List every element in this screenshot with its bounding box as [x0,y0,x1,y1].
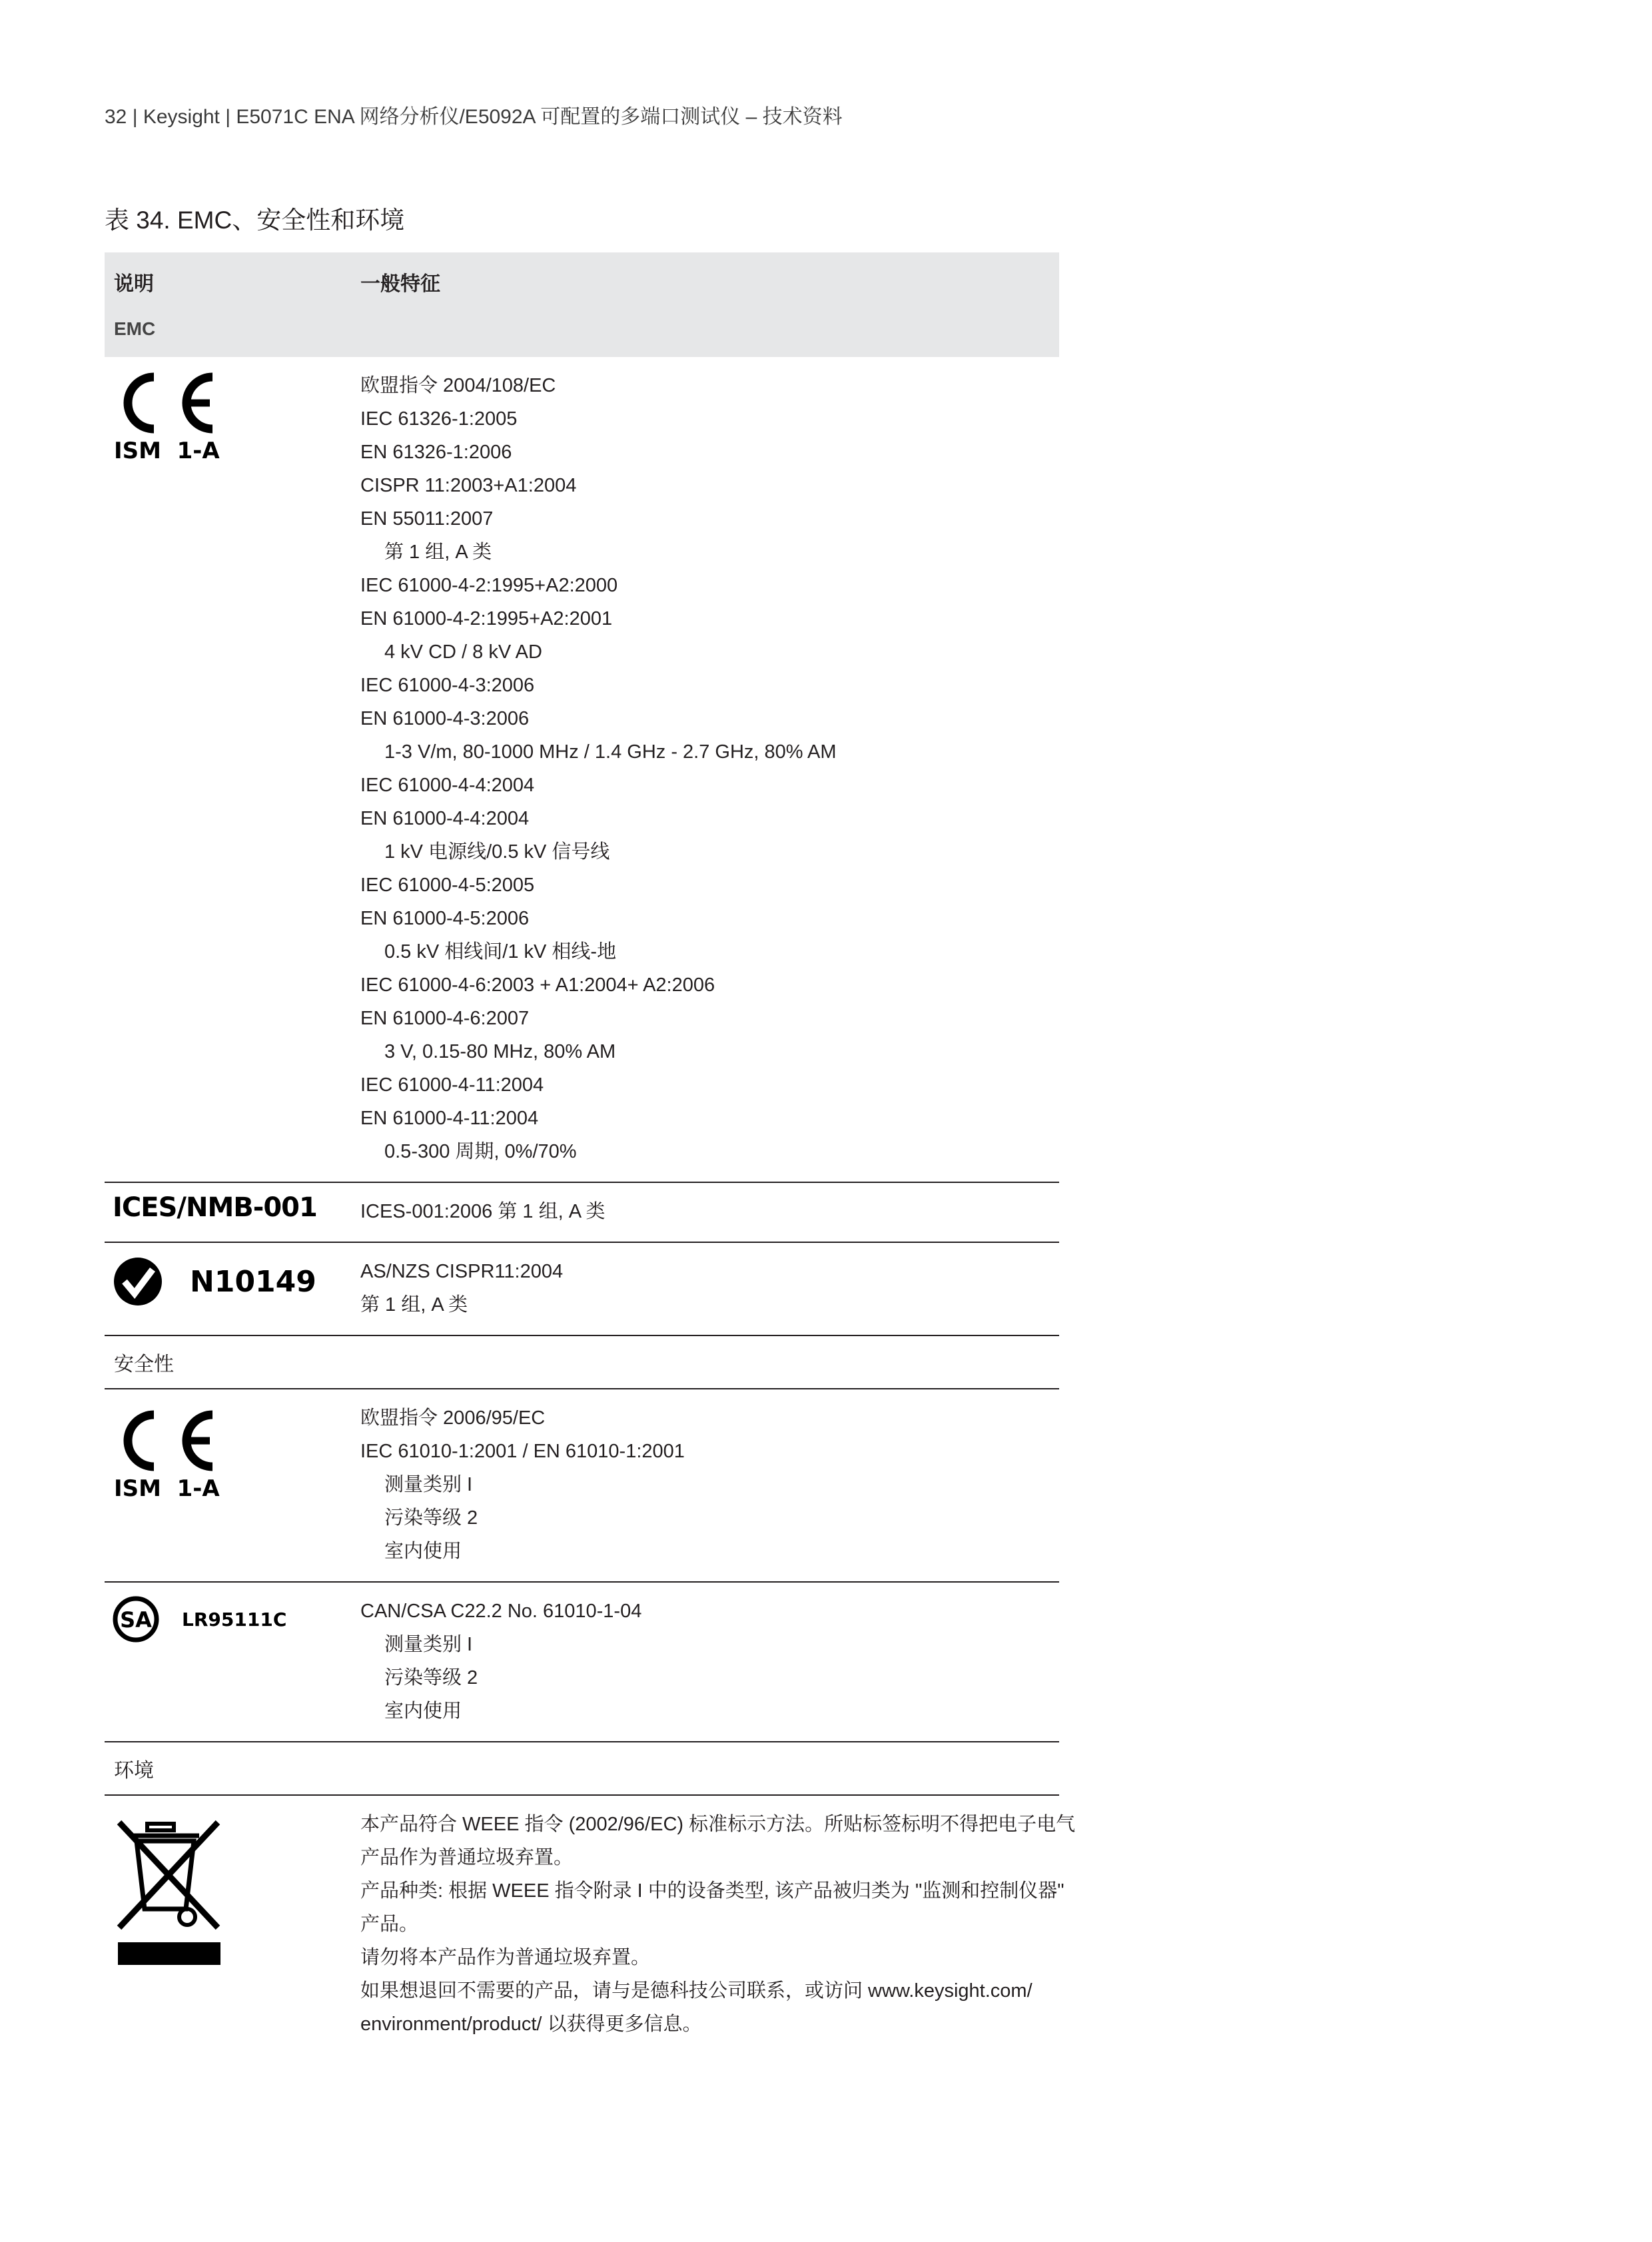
spec-line: CISPR 11:2003+A1:2004 [360,475,577,496]
spec-line: 3 V, 0.15-80 MHz, 80% AM [384,1041,616,1062]
characteristics-cell [351,1243,1059,1335]
spec-line: IEC 61000-4-4:2004 [360,775,535,796]
emc-section-label: EMC [114,318,156,339]
safety-section-label: 安全性 [114,1353,174,1375]
environment-section-label: 环境 [114,1760,154,1782]
spec-line: 欧盟指令 2006/95/EC [360,1407,546,1429]
spec-line: EN 61000-4-3:2006 [360,708,530,729]
section-row-safety [105,1336,1059,1389]
logo-cell [105,1389,351,1581]
ce-logo-text: ISM 1-A [114,438,220,464]
c-tick-icon [113,1256,163,1307]
characteristics-cell [351,1183,1059,1242]
logo-cell [105,1243,351,1335]
spec-line: EN 61000-4-11:2004 [360,1108,539,1129]
spec-line: EN 61000-4-2:1995+A2:2001 [360,608,613,629]
table-row [105,1796,1076,2054]
table-row [105,357,1059,1183]
spec-line: IEC 61000-4-6:2003 + A1:2004+ A2:2006 [360,974,715,996]
spec-line: 产品。 [360,1914,419,1935]
csa-mark-icon [113,1596,159,1643]
spec-line: 4 kV CD / 8 kV AD [384,641,542,663]
characteristics-cell [351,1389,1059,1581]
col-header-description: 说明 [114,273,154,295]
section-row-environment [105,1742,1059,1796]
table-title: 表 34. EMC、安全性和环境 [105,206,405,234]
spec-line: 欧盟指令 2004/108/EC [360,375,556,396]
spec-line: 产品种类: 根据 WEEE 指令附录 I 中的设备类型, 该产品被归类为 "监测和控制仪器" [360,1880,1064,1902]
ce-logo-text: ISM 1-A [114,1475,220,1502]
spec-line: 0.5 kV 相线间/1 kV 相线-地 [384,941,617,962]
spec-line: EN 55011:2007 [360,508,494,530]
spec-line: environment/product/ 以获得更多信息。 [360,2014,702,2035]
table-header [105,252,1059,357]
spec-table [105,252,1076,2054]
table-row [105,1183,1059,1243]
spec-line: 产品作为普通垃圾弃置。 [360,1847,574,1868]
spec-line: EN 61000-4-6:2007 [360,1008,530,1029]
ce-mark-icon [113,1409,226,1503]
csa-code: LR95111C [182,1608,287,1631]
spec-line: 0.5-300 周期, 0%/70% [384,1141,577,1162]
c-tick-code: N10149 [190,1264,316,1299]
spec-line: 室内使用 [384,1700,462,1722]
spec-line: 如果想退回不需要的产品，请与是德科技公司联系，或访问 www.keysight.com/ [360,1980,1032,2002]
table-row [105,1389,1059,1583]
spec-line: 室内使用 [384,1541,462,1562]
spec-line: 测量类别 I [384,1474,473,1495]
spec-line: IEC 61326-1:2005 [360,408,518,430]
logo-cell [105,1583,351,1741]
spec-line: CAN/CSA C22.2 No. 61010-1-04 [360,1601,642,1622]
spec-line: IEC 61000-4-5:2005 [360,875,535,896]
table-row [105,1243,1059,1336]
table-row [105,1583,1059,1742]
spec-line: 第 1 组, A 类 [384,542,492,563]
spec-line: 1-3 V/m, 80-1000 MHz / 1.4 GHz - 2.7 GHz, 80% AM [384,741,837,763]
spec-line: EN 61326-1:2006 [360,442,512,463]
logo-cell [105,1796,351,2054]
spec-line: 1 kV 电源线/0.5 kV 信号线 [384,841,610,863]
spec-line: IEC 61000-4-2:1995+A2:2000 [360,575,618,596]
spec-line: EN 61000-4-4:2004 [360,808,530,829]
spec-line: IEC 61000-4-3:2006 [360,675,535,696]
weee-crossed-bin-icon [113,1816,226,1969]
spec-line: IEC 61010-1:2001 / EN 61010-1:2001 [360,1441,685,1462]
spec-line: 污染等级 2 [384,1507,478,1529]
spec-line: 第 1 组, A 类 [360,1294,468,1315]
spec-line: 测量类别 I [384,1634,473,1655]
spec-line: 请勿将本产品作为普通垃圾弃置。 [360,1947,651,1968]
characteristics-cell [351,1796,1075,2054]
spec-line: EN 61000-4-5:2006 [360,908,530,929]
ce-mark-icon [113,372,226,465]
page-header: 32 | Keysight | E5071C ENA 网络分析仪/E5092A 可配置的多端口测试仪 – 技术资料 [105,106,843,128]
spec-line: 本产品符合 WEEE 指令 (2002/96/EC) 标准标示方法。所贴标签标明不得把电子电气 [360,1814,1076,1835]
col-header-characteristics: 一般特征 [360,273,440,295]
ices-logo-text: ICES/NMB-001 [113,1192,317,1223]
spec-line: AS/NZS CISPR11:2004 [360,1261,564,1282]
spec-line: ICES-001:2006 第 1 组, A 类 [360,1201,606,1222]
logo-cell [105,1183,351,1242]
logo-cell [105,357,351,1182]
spec-line: IEC 61000-4-11:2004 [360,1074,544,1096]
characteristics-cell [351,1583,1059,1741]
svg-text:SA: SA [120,1607,152,1633]
spec-line: 污染等级 2 [384,1667,478,1688]
characteristics-cell [351,357,1059,1182]
